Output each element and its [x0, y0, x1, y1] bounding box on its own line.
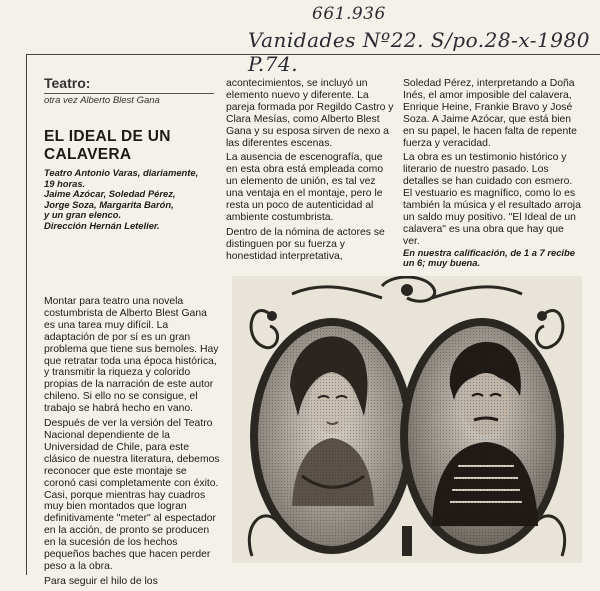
credit-line: Dirección Hernán Letelier. [44, 219, 160, 231]
paragraph: Después de ver la versión del Teatro Nacional dependiente de la Universidad de Chile, para este clásico de nuestra literatura, debemos reconocer que este montaje se coronó casi completamente con éxito. Casi, porque mientras hay cuadros muy bien montados que logran definitivamente "meter" al espectador en la acción, de pronto se producen en la sucesión de los hechos pequeños baches que hacen perder peso a la obra. [44, 418, 220, 572]
cast-photo [232, 276, 582, 563]
article-column-2 [226, 78, 394, 266]
paragraph: Soledad Pérez, interpretando a Doña Inés, el amor imposible del calavera, Enrique Heine, Frankie Bravo y José Soza. A Jaime Azócar, que está bien en su papel, le hacen falta de repente fuerza y veracidad. [403, 78, 577, 149]
credit-line: Teatro Antonio Varas, diariamente, [44, 167, 199, 178]
rating-note: En nuestra calificación, de 1 a 7 recibe un 6; muy buena. [403, 246, 575, 269]
article-headline: EL IDEAL DE UN CALAVERA [44, 128, 171, 163]
paragraph: Dentro de la nómina de actores se distinguen por su fuerza y honestidad interpretativa, [226, 226, 385, 262]
paragraph: La obra es un testimonio histórico y literario de nuestro pasado. Los detalles se han cuidado con esmero. El vestuario es magnífico, como lo es también la música y el resultado arroja un saldo muy positivo. "El Ideal de un calavera" es una obra que hay que ver. [403, 152, 581, 247]
paragraph: acontecimientos, se incluyó un elemento nuevo y diferente. La pareja formada por Regildo Castro y Clara Mesías, como Alberto Blest Gana y su esposa sirven de nexo a las diferentes escenas. [226, 78, 394, 149]
section-header [44, 75, 214, 106]
ornate-frame-illustration [232, 276, 582, 563]
paragraph: Para seguir el hilo de los [44, 575, 158, 587]
article-column-1 [44, 296, 220, 591]
article-column-3 [403, 78, 583, 269]
production-credits [44, 168, 214, 232]
handwritten-source-note: Vanidades Nº22. S/po.28-x-1980 P.74. [248, 28, 590, 76]
credit-line: Jaime Azócar, Soledad Pérez, [44, 188, 176, 200]
section-rule [44, 93, 214, 94]
handwritten-catalog-number: 661.936 [312, 4, 386, 24]
paragraph: La ausencia de escenografía, que en esta obra está empleada como un elemento de unión, es tal vez una ventaja en el montaje, pero le resta un poco de autenticidad al ambiente costumbrista. [226, 152, 384, 223]
paragraph: Montar para teatro una novela costumbrista de Alberto Blest Gana es una tarea muy difícil. La adaptación de por sí es un gran problema que tiene sus bemoles. Hay que retratar toda una época histórica, y transmitir la riqueza y colorido propias de la narración de este autor chileno. Si ello no se consigue, el trabajo se habrá hecho en vano. [44, 296, 219, 415]
credit-line: 19 horas. [44, 177, 86, 189]
credit-line: Jorge Soza, Margarita Barón, [44, 198, 174, 210]
credit-line: y un gran elenco. [44, 209, 122, 221]
section-sublabel: otra vez Alberto Blest Gana [44, 95, 160, 106]
section-label: Teatro: [44, 75, 91, 91]
